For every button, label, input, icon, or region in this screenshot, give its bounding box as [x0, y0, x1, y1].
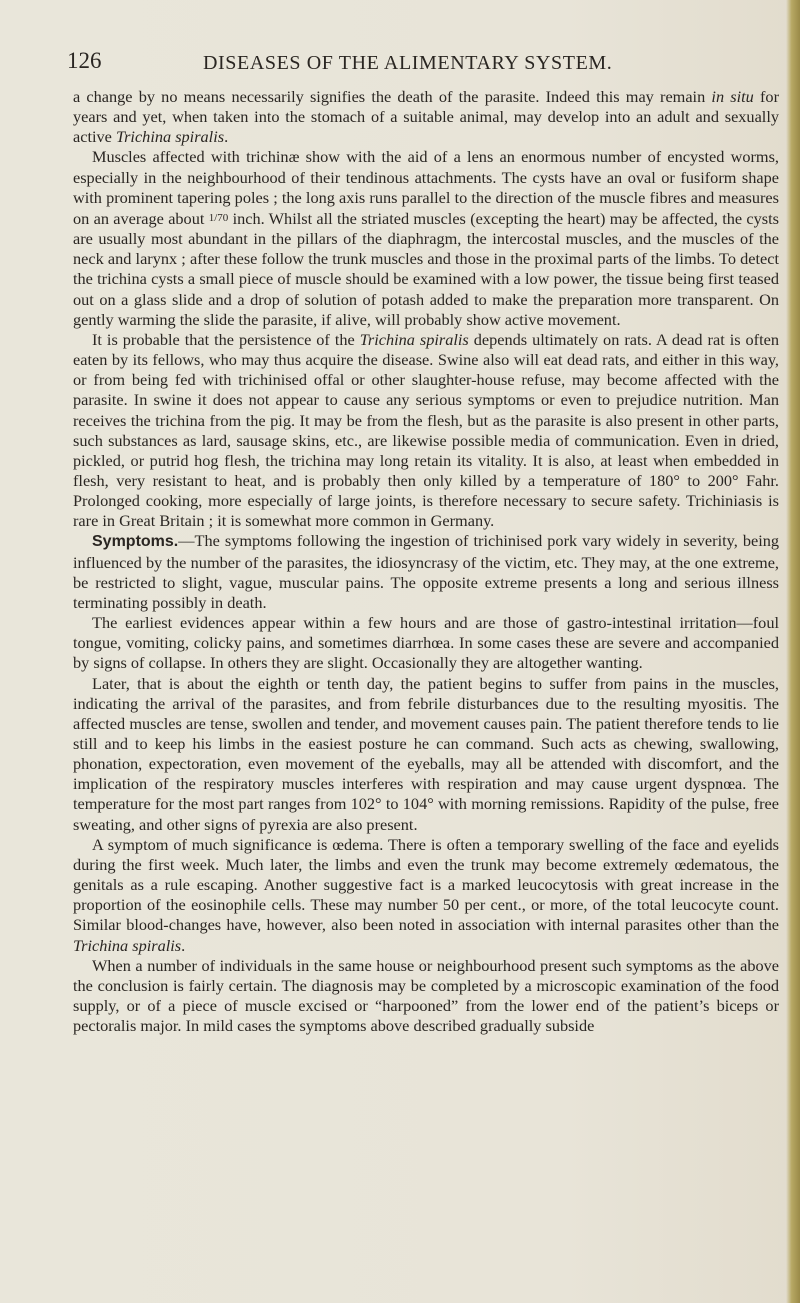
body-text: [73, 87, 779, 1036]
italic-run: Trichina spiralis: [73, 935, 182, 955]
fraction: 1/70: [208, 211, 229, 224]
paragraph: [73, 613, 779, 673]
page-header: [67, 48, 767, 80]
text-run: for years and yet, when taken into the stomach of a suitable animal, may develop into an adult and sexually active: [73, 87, 779, 147]
paragraph: [73, 531, 779, 613]
paragraph: [73, 87, 779, 147]
text-run: A symptom of much significance is œdema. There is often a temporary swelling of the face and eyelids during the first week. Much later, the limbs and even the trunk may become extremely œdematous, the genitals as a rule escaping. Another suggestive fact is a marked leucocytosis with great increase in the proportion of the eosinophile cells. These may number 50 per cent., or more, of the total leucocyte count. Similar blood-changes have, however, also been noted in association with internal parasites other than the: [73, 834, 779, 935]
section-heading: Symptoms.: [92, 533, 179, 551]
italic-run: Trichina spiralis: [359, 329, 469, 349]
text-run: Later, that is about the eighth or tenth day, the patient begins to suffer from pains in the muscles, indicating the arrival of the parasites, and from febrile disturbances due to the resulting myositis. The affected muscles are tense, swollen and tender, and movement causes pain. The patient therefore tends to lie still and to keep his limbs in the easiest posture he can command. Such acts as chewing, swallowing, phonation, expectoration, even movement of the eyeballs, may all be attended with discomfort, and the implication of the respiratory muscles interferes with respiration and may cause urgent dyspnœa. The temperature for the most part ranges from 102° to 104° with morning remissions. Rapidity of the pulse, free sweating, and other signs of pyrexia are also present.: [73, 673, 779, 834]
running-title: DISEASES OF THE ALIMENTARY SYSTEM.: [203, 52, 613, 74]
text-run: .: [181, 935, 186, 955]
text-run: a change by no means necessarily signifies the death of the parasite. Indeed this may remain: [73, 87, 712, 106]
page-number: 126: [67, 48, 102, 73]
paragraph: [73, 330, 779, 532]
text-run: depends ultimately on rats. A dead rat is often eaten by its fellows, who may thus acquire the disease. Swine also will eat dead rats, and either in this way, or from being fed with trichinised offal or other slaughter-house refuse, may become affected with the parasite. In swine it does not appear to cause any serious symptoms or even to prejudice nutrition. Man receives the trichina from the pig. It may be from the flesh, but as the parasite is also present in other parts, such substances as lard, sausage skins, etc., are likewise possible media of communication. Even in dried, pickled, or putrid hog flesh, the trichina may long retain its vitality. It is also, at least when embedded in flesh, very resistant to heat, and is probably then only killed by a temperature of 180° to 200° Fahr. Prolonged cooking, more especially of large joints, is therefore necessary to secure safety. Trichiniasis is rare in Great Britain ; it is somewhat more common in Germany.: [73, 329, 779, 531]
text-run: .: [224, 127, 229, 147]
book-spine-edge: [786, 0, 800, 1303]
text-run: It is probable that the persistence of the: [92, 329, 360, 349]
text-run: —The symptoms following the ingestion of trichinised pork vary widely in severity, being influenced by the number of the parasites, the idiosyncrasy of the victim, etc. They may, at the one extreme, be restricted to slight, vague, muscular pains. The opposite extreme presents a long and serious illness terminating possibly in death.: [73, 531, 779, 612]
text-run: The earliest evidences appear within a few hours and are those of gastro-intestinal irritation—foul tongue, vomiting, colicky pains, and sometimes diarrhœa. In some cases these are severe and accompanied by signs of collapse. In others they are slight. Occasionally they are altogether wanting.: [73, 613, 779, 673]
text-run: inch. Whilst all the striated muscles (excepting the heart) may be affected, the cysts are usually most abundant in the pillars of the diaphragm, the intercostal muscles, and the muscles of the neck and larynx ; after these follow the trunk muscles and those in the proximal parts of the limbs. To detect the trichina cysts a small piece of muscle should be examined with a low power, the tissue being first teased out on a glass slide and a drop of solution of potash added to make the preparation more transparent. On gently warming the slide the parasite, if alive, will probably show active movement.: [73, 208, 779, 329]
paragraph: [73, 147, 779, 329]
paragraph: [73, 835, 779, 956]
text-run: Muscles affected with trichinæ show with the aid of a lens an enormous number of encysted worms, especially in the neighbourhood of their tendinous attachments. The cysts have an oval or fusiform shape with prominent tapering poles ; the long axis runs parallel to the direction of the muscle fibres and measures on an average about: [73, 147, 779, 228]
paragraph: [73, 674, 779, 835]
italic-run: in situ: [711, 87, 754, 106]
italic-run: Trichina spiralis: [115, 127, 225, 147]
paragraph: [73, 956, 779, 1037]
text-run: When a number of individuals in the same house or neighbourhood present such symptoms as the above the conclusion is fairly certain. The diagnosis may be completed by a microscopic examination of the food supply, or of a piece of muscle excised or “harpooned” from the lower end of the patient’s biceps or pectoralis major. In mild cases the symptoms above described gradually subside: [73, 955, 779, 1036]
